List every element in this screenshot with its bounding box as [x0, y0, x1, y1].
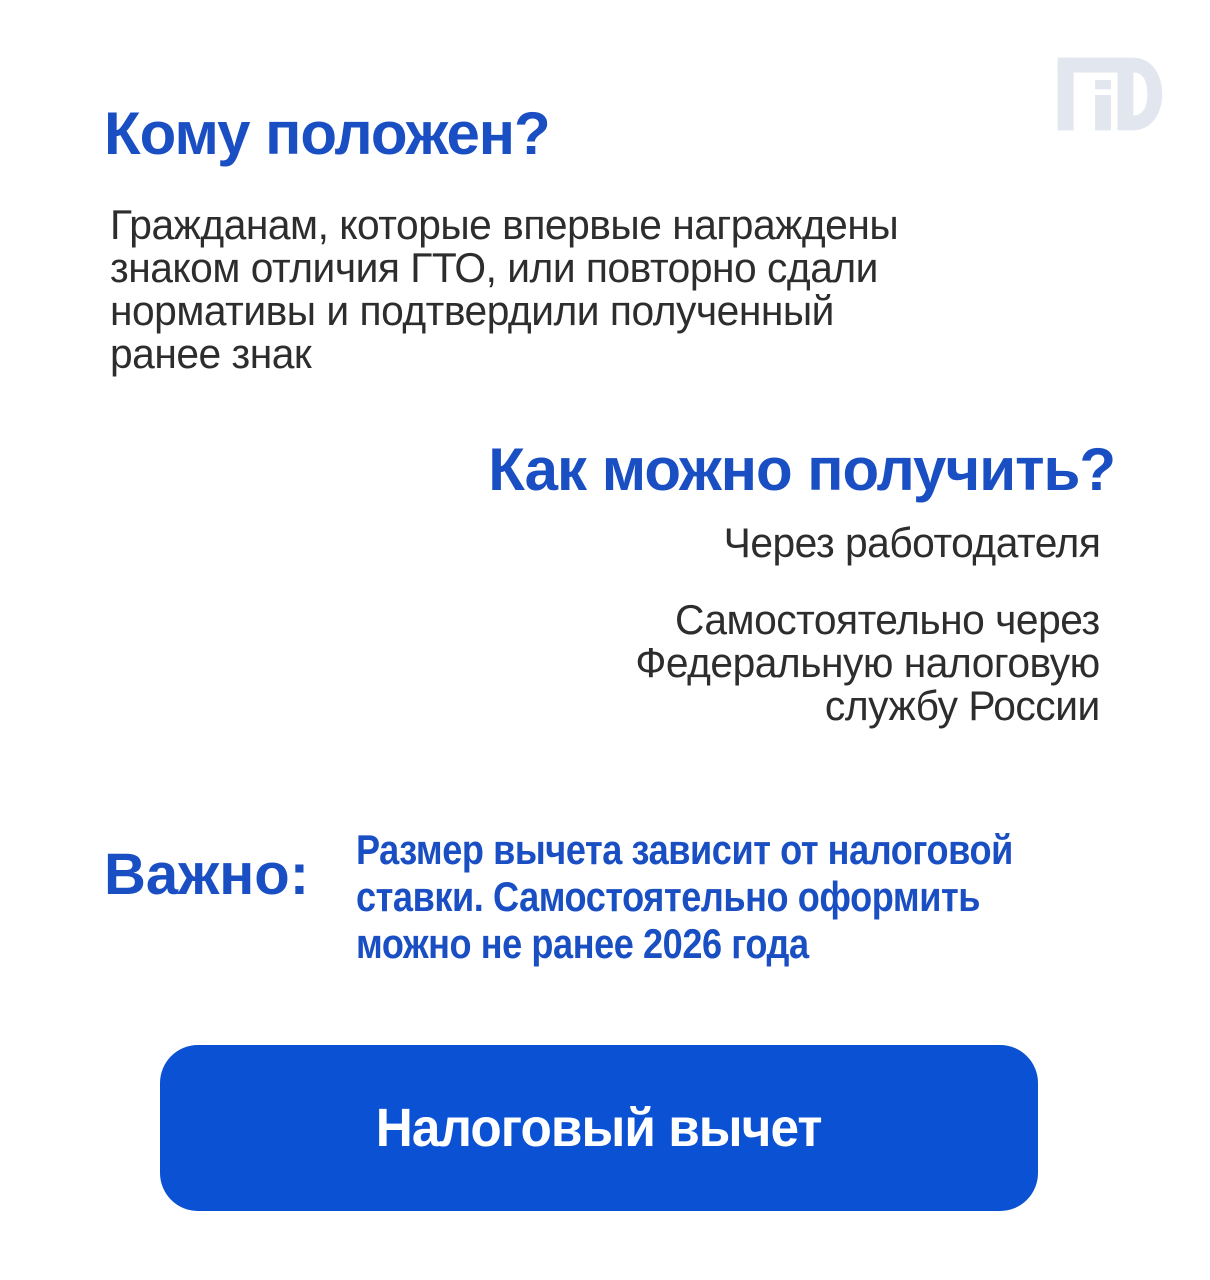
- who-section-body: [110, 203, 898, 375]
- important-note-line: Размер вычета зависит от налоговой: [356, 826, 1013, 873]
- important-note-line: ставки. Самостоятельно оформить: [356, 873, 981, 920]
- tax-deduction-button[interactable]: [160, 1045, 1038, 1211]
- how-option-employer: Через работодателя: [723, 519, 1100, 566]
- who-body-line: знаком отличия ГТО, или повторно сдали: [110, 244, 878, 291]
- important-note: [356, 826, 1013, 967]
- who-section-title: Кому положен?: [104, 100, 550, 167]
- tax-deduction-button-label: Налоговый вычет: [376, 1098, 822, 1158]
- important-label: Важно:: [104, 842, 310, 907]
- how-option-fns-line: службу России: [825, 682, 1100, 729]
- gto-logo-icon: [1054, 50, 1166, 138]
- who-body-line: ранее знак: [110, 330, 312, 377]
- important-note-line: можно не ранее 2026 года: [356, 920, 809, 967]
- how-option-fns-line: Самостоятельно через: [675, 596, 1100, 643]
- how-option-fns: [636, 598, 1100, 727]
- how-option-fns-line: Федеральную налоговую: [635, 639, 1100, 686]
- who-body-line: Гражданам, которые впервые награждены: [110, 201, 899, 248]
- how-section-title: Как можно получить?: [488, 436, 1115, 503]
- who-body-line: нормативы и подтвердили полученный: [110, 287, 834, 334]
